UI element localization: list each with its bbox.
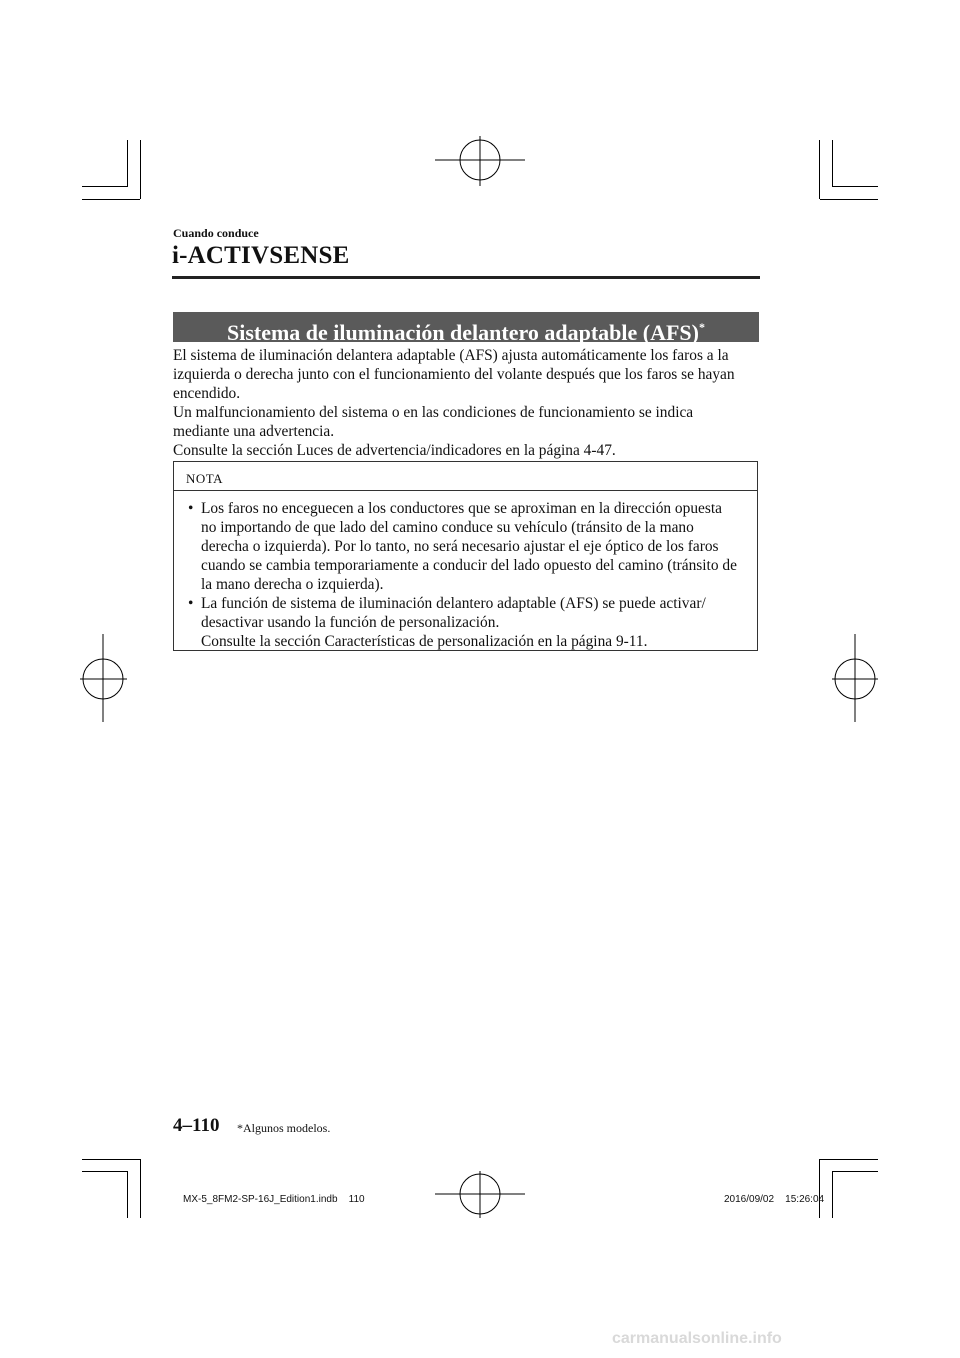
text-line: Los faros no enceguecen a los conductores que se aproximan en la dirección opuesta xyxy=(201,500,722,517)
text-line: mediante una advertencia. xyxy=(173,423,335,440)
list-item xyxy=(188,594,755,651)
text-line: derecha o izquierda). Por lo tanto, no será necesario ajustar el eje óptico de los faros xyxy=(201,538,719,555)
text-line: cuando se cambia temporariamente a conducir del lado opuesto del camino (tránsito de xyxy=(201,557,737,574)
text-line: desactivar usando la función de personalización. xyxy=(201,614,500,631)
print-file-info: MX-5_8FM2-SP-16J_Edition1.indb 110 xyxy=(183,1194,365,1205)
nota-box xyxy=(173,461,758,651)
text-line: La función de sistema de iluminación delantero adaptable (AFS) se puede activar/ xyxy=(201,595,706,612)
nota-title: NOTA xyxy=(186,471,224,486)
topic-banner xyxy=(173,312,759,345)
text-line: Un malfuncionamiento del sistema o en las condiciones de funcionamiento se indica xyxy=(173,404,694,421)
list-item xyxy=(188,499,755,594)
section-subtitle: Cuando conduce xyxy=(173,226,259,240)
text-line: izquierda o derecha junto con el funcionamiento del volante después que los faros se hayan xyxy=(173,366,735,383)
paragraph xyxy=(173,346,773,403)
nota-divider xyxy=(174,490,757,491)
registration-target-left xyxy=(80,634,127,722)
bullet-icon: • xyxy=(188,500,194,517)
registration-target-bottom xyxy=(435,1171,525,1218)
header-rule xyxy=(172,276,760,279)
watermark: carmanualsonline.info xyxy=(612,1330,782,1347)
page-number: 4–110 xyxy=(173,1115,220,1136)
bullet-icon: • xyxy=(188,595,194,612)
banner-asterisk: * xyxy=(699,320,705,334)
text-line: Consulte la sección Luces de advertencia/indicadores en la página 4-47. xyxy=(173,442,616,459)
text-line: encendido. xyxy=(173,385,241,402)
section-title: i-ACTIVSENSE xyxy=(172,242,350,269)
text-line: Consulte la sección Características de personalización en la página 9-11. xyxy=(201,633,648,650)
nota-list xyxy=(188,499,755,651)
print-date-info: 2016/09/02 15:26:04 xyxy=(724,1194,825,1205)
banner-title: Sistema de iluminación delantero adaptable (AFS) xyxy=(226,320,699,345)
text-line: no importando de que lado del camino conduce su vehículo (tránsito de la mano xyxy=(201,519,694,536)
registration-target-top xyxy=(435,136,525,186)
registration-target-right xyxy=(832,634,878,722)
paragraph xyxy=(173,403,773,441)
footnote: *Algunos modelos. xyxy=(237,1121,331,1135)
text-line: El sistema de iluminación delantera adaptable (AFS) ajusta automáticamente los faros a la xyxy=(173,347,729,364)
text-line: la mano derecha o izquierda). xyxy=(201,576,384,593)
body-text xyxy=(173,346,773,460)
paragraph-reference xyxy=(173,441,773,460)
